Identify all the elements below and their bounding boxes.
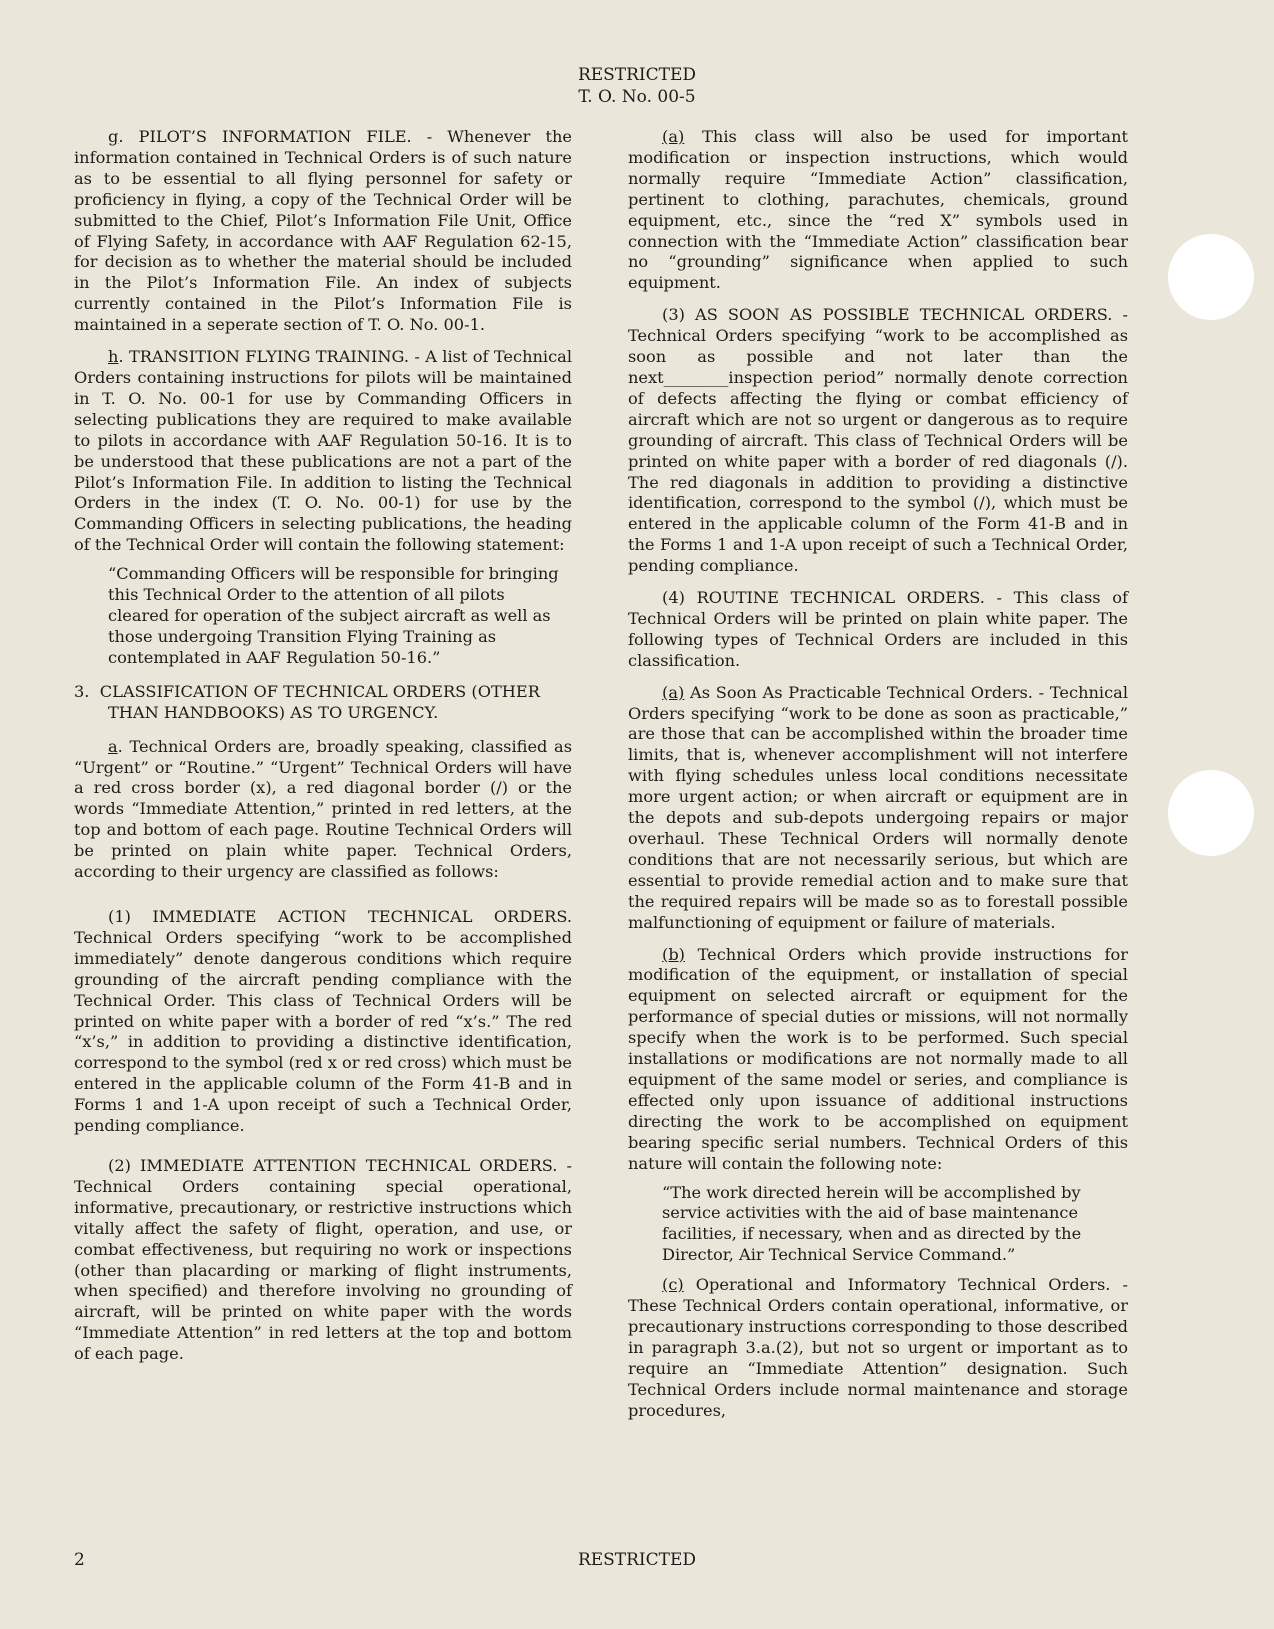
header-classification: RESTRICTED	[577, 65, 697, 85]
para-g-label: g	[108, 127, 119, 146]
para-4c	[628, 1275, 1128, 1421]
para-as-soon-as-possible: (3) AS SOON AS POSSIBLE TECHNICAL ORDERS. - Technical Orders specifying “work to be accomplished as soon as possible and not later than the next________inspection period” normally denote correction of defects affecting the flying or combat efficiency of aircraft which are not so urgent or dangerous as to require grounding of aircraft. This class of Technical Orders will be printed on white paper with a border of red diagonals (/). The red diagonals in addition to providing a distinctive identification, correspond to the symbol (/), which must be entered in the applicable column of the Form 41-B and in the Forms 1 and 1-A upon receipt of such a Technical Order, pending compliance.	[628, 305, 1128, 576]
para-4c-text: Operational and Informatory Technical Orders. - These Technical Orders contain operational, informative, or precautionary instructions corresponding to those described in paragraph 3.a.(2), but not so urgent or important as to require an “Immediate Attention” designation. Such Technical Orders include normal maintenance and storage procedures,	[628, 1275, 1128, 1420]
para-2a	[628, 127, 1128, 294]
para-g	[74, 127, 572, 336]
punch-hole-middle	[1168, 770, 1254, 856]
page-header	[0, 64, 1274, 108]
para-4c-label: (c)	[662, 1275, 684, 1295]
para-h-quote: “Commanding Officers will be responsible for bringing this Technical Order to the attention of all pilots cleared for operation of the subject aircraft as well as those undergoing Transition Flying Training as contemplated in AAF Regulation 50-16.”	[108, 564, 559, 667]
para-immediate-attention: (2) IMMEDIATE ATTENTION TECHNICAL ORDERS. - Technical Orders containing special operational, informative, precautionary, or restrictive instructions which vitally affect the safety of flight, operation, and use, or combat effectiveness, but requiring no work or inspections (other than placarding or marking of flight instruments, when specified) and therefore involving no grounding of aircraft, will be printed on white paper with the words “Immediate Attention” in red letters at the top and bottom of each page.	[74, 1155, 572, 1364]
punch-hole-top	[1168, 234, 1254, 320]
para-routine: (4) ROUTINE TECHNICAL ORDERS. - This class of Technical Orders will be printed on plain white paper. The following types of Technical Orders are included in this classification.	[628, 588, 1128, 670]
para-4b-text: Technical Orders which provide instructions for modification of the equipment, or installation of special equipment on selected aircraft or equipment for the performance of special duties or missions, will not normally specify when the work is to be performed. Such special installations or modifications are not normally made to all equipment of the same model or series, and compliance is effected only upon issuance of additional instructions directing the work to be accomplished on equipment bearing specific serial numbers. Technical Orders of this nature will contain the following note:	[628, 944, 1128, 1173]
para-4b-label: (b)	[662, 944, 685, 964]
para-4a	[628, 683, 1128, 934]
para-h-text: . TRANSITION FLYING TRAINING. - A list of Technical Orders containing instructions for pilots will be maintained in T. O. No. 00-1 for use by Commanding Officers in selecting publications they are required to make available to pilots in accordance with AAF Regulation 50-16. It is to be understood that these publications are not a part of the Pilot’s Information File. In addition to listing the Technical Orders in the index (T. O. No. 00-1) for use by the Commanding Officers in selecting publications, the heading of the Technical Order will contain the following statement:	[74, 347, 572, 555]
para-4a-label: (a)	[662, 682, 685, 702]
para-h-label: h	[108, 347, 119, 367]
section-3-heading	[74, 681, 572, 723]
page-number: 2	[74, 1550, 85, 1570]
header-order-number: T. O. No. 00-5	[578, 87, 696, 107]
para-2a-text: This class will also be used for important modification or inspection instructions, which would normally require “Immediate Action” classification, pertinent to clothing, parachutes, chemicals, ground equipment, etc., since the “red X” symbols used in connection with the “Immediate Action” classification bear no “grounding” significance when applied to such equipment.	[628, 127, 1128, 293]
para-2a-label: (a)	[662, 127, 685, 146]
section-3-number: 3.	[74, 681, 90, 701]
para-immediate-action: (1) IMMEDIATE ACTION TECHNICAL ORDERS. Technical Orders specifying “work to be accomplished immediately” denote dangerous conditions which require grounding of the aircraft pending compliance with the Technical Order. This class of Technical Orders will be printed on white paper with a border of red “x’s.” The red “x’s,” in addition to providing a distinctive identification, correspond to the symbol (red x or red cross) which must be entered in the applicable column of the Form 41-B and in Forms 1 and 1-A upon receipt of such a Technical Order, pending compliance.	[74, 907, 572, 1136]
para-4a-text: As Soon As Practicable Technical Orders. - Technical Orders specifying “work to be done as soon as practicable,” are those that can be accomplished within the broader time limits, that is, whenever accomplishment will not interfere with flying schedules unless local conditions necessitate more urgent action; or when aircraft or equipment are in the depots and sub-depots undergoing repairs or major overhaul. These Technical Orders will normally denote conditions that are not necessarily serious, but which are essential to provide remedial action and to make sure that the required repairs will be made so as to forestall possible malfunctioning of equipment or failure of materials.	[628, 682, 1128, 932]
para-3a	[74, 737, 572, 883]
left-column	[74, 127, 572, 1376]
para-4b	[628, 945, 1128, 1175]
para-4b-quote: “The work directed herein will be accomplished by service activities with the aid of base maintenance facilities, if necessary, when and as directed by the Director, Air Technical Service Command.”	[662, 1182, 1082, 1265]
para-3a-text: . Technical Orders are, broadly speaking, classified as “Urgent” or “Routine.” “Urgent” Technical Orders will have a red cross border (x), a red diagonal border (/) or the words “Immediate Attention,” printed in red letters, at the top and bottom of each page. Routine Technical Orders will be printed on plain white paper. Technical Orders, according to their urgency are classified as follows:	[74, 736, 572, 882]
para-g-text: . PILOT’S INFORMATION FILE. - Whenever the information contained in Technical Orders is of such nature as to be essential to all flying personnel for safety or proficiency in flying, a copy of the Technical Order will be submitted to the Chief, Pilot’s Information File Unit, Office of Flying Safety, in accordance with AAF Regulation 62-15, for decision as to whether the material should be included in the Pilot’s Information File. An index of subjects currently contained in the Pilot’s Information File is maintained in a seperate section of T. O. No. 00-1.	[74, 127, 572, 335]
para-h	[74, 347, 572, 556]
footer-classification: RESTRICTED	[577, 1550, 697, 1570]
para-3a-label: a	[108, 736, 118, 756]
section-3-title: CLASSIFICATION OF TECHNICAL ORDERS (OTHER THAN HANDBOOKS) AS TO URGENCY.	[99, 681, 540, 722]
right-column	[628, 127, 1128, 1432]
